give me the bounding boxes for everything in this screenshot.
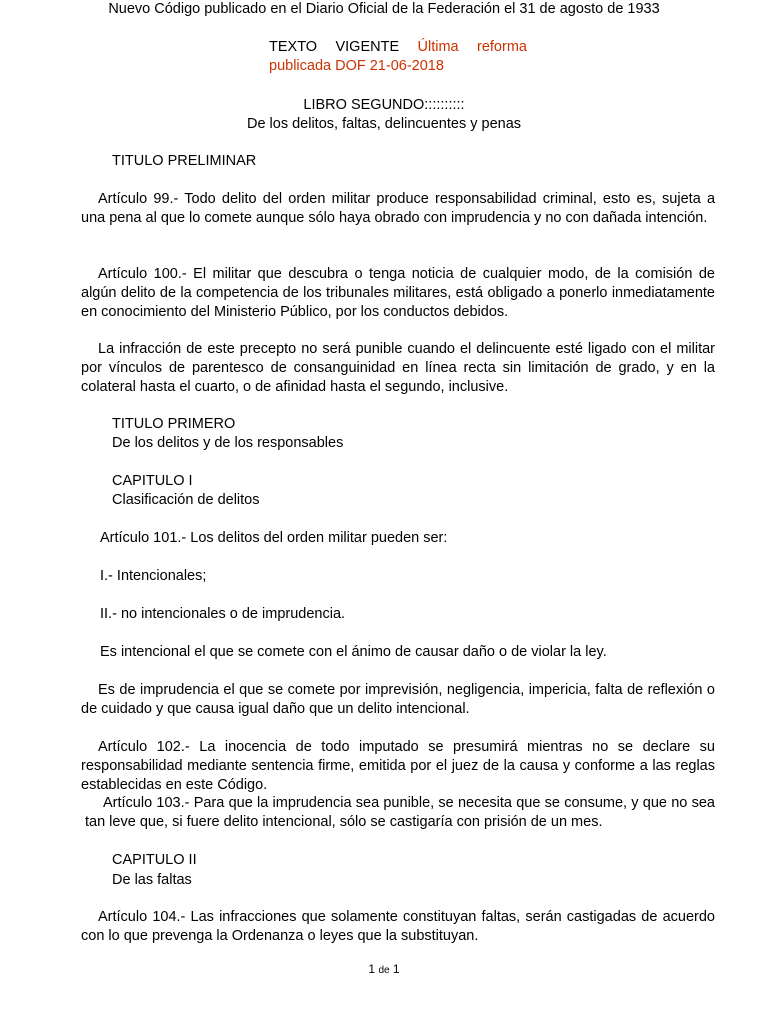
article-101-item-i-text: Intencionales; [112,568,207,584]
capitulo-2-heading: CAPITULO II [112,852,197,868]
article-102-text: La inocencia de todo imputado se presumirá mientras no se declare su responsabilidad mediante sentencia firme, emitida por el juez de la causa y conforme a las reglas establecidas en este Código. [81,739,715,793]
status-ultima: Última [417,39,459,55]
article-104-label: Artículo 104.- [98,909,186,925]
article-103 [85,794,715,832]
article-104-text: Las infracciones que solamente constituyan faltas, serán castigadas de acuerdo con lo que prevenga la Ordenanza o leyes que la substituyan. [81,909,715,944]
article-99-label: Artículo 99.- [98,191,179,207]
article-100-text: El militar que descubra o tenga noticia de cualquier modo, de la comisión de algún delito de la competencia de los tribunales militares, está obligado a ponerlo inmediatamente en conocimiento del Ministerio Público, por los conductos debidos. [81,266,715,320]
article-101-item-ii [100,605,345,624]
book-title: LIBRO SEGUNDO:::::::::: [303,97,465,113]
article-101-label: Artículo 101.- [100,530,187,546]
titulo-preliminar-heading: TITULO PRELIMINAR [112,153,257,169]
capitulo-2-subtitle: De las faltas [112,872,192,888]
titulo-primero-subtitle: De los delitos y de los responsables [112,435,344,451]
page-de: de [378,965,390,976]
article-104 [81,908,715,946]
article-101-item-i [100,567,206,586]
status-reforma: reforma [477,39,527,55]
page-current: 1 [368,962,376,976]
capitulo-1-heading: CAPITULO I [112,473,193,489]
article-100 [81,265,715,322]
status-publicada: publicada DOF 21-06-2018 [269,58,444,74]
book-subtitle: De los delitos, faltas, delincuentes y penas [246,116,522,132]
article-101-text: Los delitos del orden militar pueden ser: [186,530,448,546]
status-vigente: VIGENTE [335,39,400,55]
page-total: 1 [392,962,400,976]
article-102-label: Artículo 102.- [98,739,190,755]
article-103-text: Para que la imprudencia sea punible, se necesita que se consume, y que no sea tan leve que, si fuere delito intencional, sólo se castigaría con prisión de un mes. [85,795,715,830]
article-102 [81,738,715,795]
article-100-paragraph-2: La infracción de este precepto no será punible cuando el delincuente esté ligado con el militar por vínculos de parentesco de consanguinidad en línea recta sin limitación de grado, y en la colateral hasta el cuarto, o de afinidad hasta el segundo, inclusive. [81,341,715,395]
article-99-text: Todo delito del orden militar produce responsabilidad criminal, esto es, sujeta a una pena al que lo comete aunque sólo haya obrado con imprudencia y no con dañada intención. [81,191,716,226]
page-number [0,960,768,980]
article-101-item-ii-label: II.- [100,606,117,622]
header-line: Nuevo Código publicado en el Diario Oficial de la Federación el 31 de agosto de 1933 [108,1,660,17]
titulo-primero-heading: TITULO PRIMERO [112,416,236,432]
article-99 [81,190,715,228]
article-100-label: Artículo 100.- [98,266,187,282]
article-101-item-i-label: I.- [100,568,113,584]
article-101-paragraph-3: Es de imprudencia el que se comete por imprevisión, negligencia, impericia, falta de reflexión o de cuidado y que causa igual daño que un delito intencional. [81,682,715,717]
status-line-1 [269,38,527,57]
article-101-item-ii-text: no intencionales o de imprudencia. [116,606,346,622]
status-texto: TEXTO [269,39,318,55]
status-block [269,38,527,76]
article-103-label: Artículo 103.- [103,795,190,811]
article-101-paragraph-2: Es intencional el que se comete con el ánimo de causar daño o de violar la ley. [100,644,607,660]
capitulo-1-subtitle: Clasificación de delitos [112,492,260,508]
article-101 [100,529,447,548]
